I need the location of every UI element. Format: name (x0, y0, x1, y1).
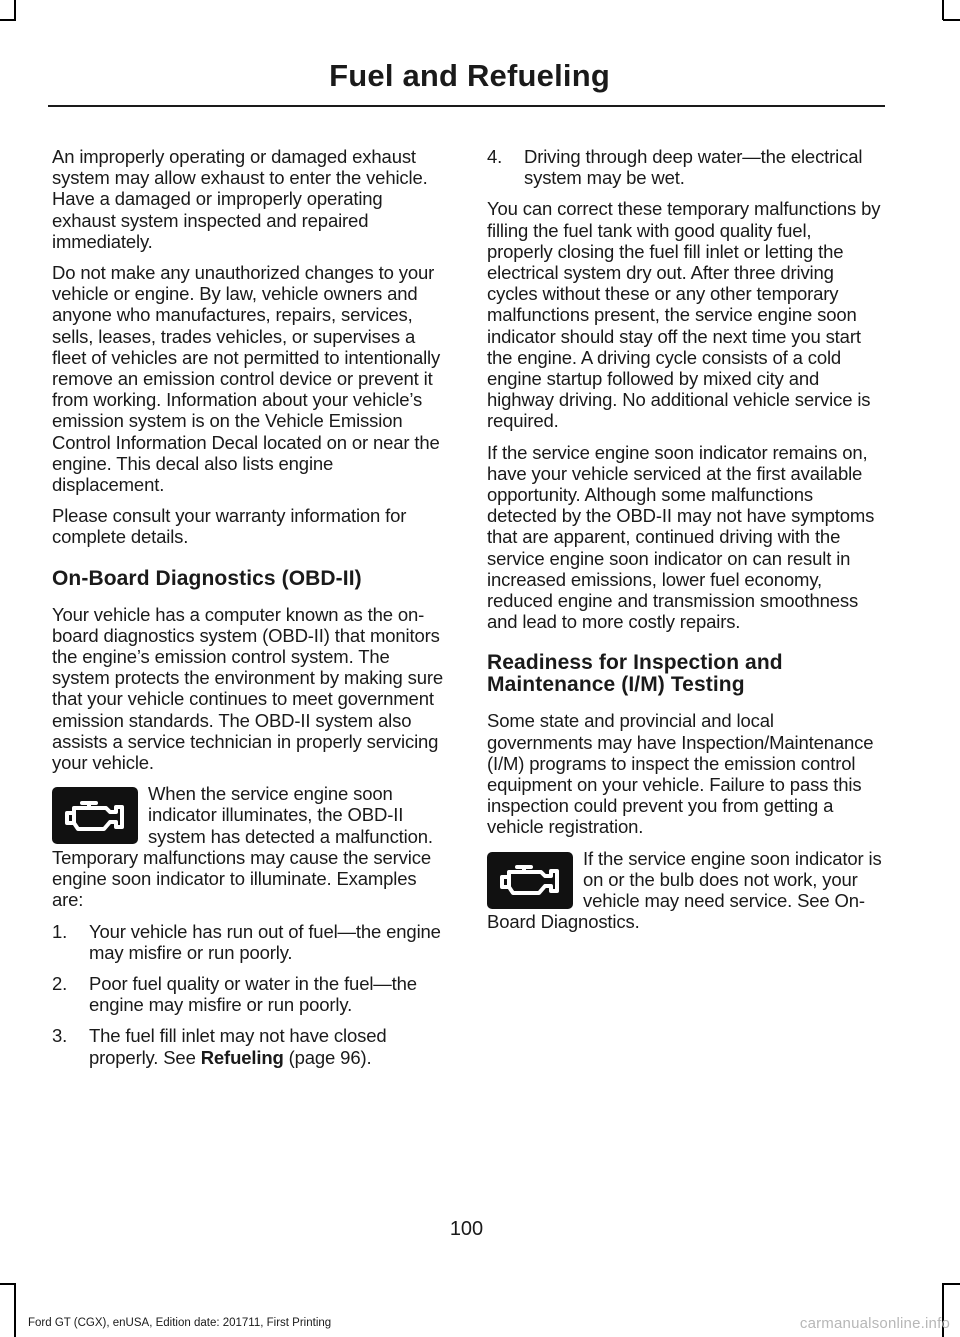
edition-footer: Ford GT (CGX), enUSA, Edition date: 201711, First Printing (28, 1317, 332, 1329)
crop-mark (942, 0, 944, 20)
list-item: 4. Driving through deep water—the electrical system may be wet. (487, 146, 863, 189)
list-item: 1. Your vehicle has run out of fuel—the engine may misfire or run poorly. (52, 920, 441, 963)
page-number: 100 (449, 1218, 484, 1240)
indicator-block (487, 848, 882, 933)
right-column (487, 146, 882, 933)
check-engine-icon (487, 852, 573, 909)
examples-list-continued (487, 146, 882, 188)
section-heading-obd: On-Board Diagnostics (OBD-II) (52, 566, 362, 590)
left-column (52, 146, 449, 1078)
section-heading-readiness: Readiness for Inspection and Maintenance (I/M) Testing (487, 651, 783, 697)
page-title: Fuel and Refueling (329, 58, 610, 93)
paragraph: Do not make any unauthorized changes to your vehicle or engine. By law, vehicle owners and anyone who manufactures, repairs, services, sells, leases, trades vehicles, or supervises a fleet of vehicles are not permitted to intentionally remove an emission control device or prevent it from working. Information about your vehicle’s emission system is on the Vehicle Emission Control Information Decal located on or near the engine. This decal also lists engine displacement. (52, 262, 441, 496)
refueling-link[interactable]: Refueling (200, 1046, 284, 1068)
paragraph: An improperly operating or damaged exhaust system may allow exhaust to enter the vehicle. Have a damaged or improperly operating exhaust system inspected and repaired immediately. (52, 146, 428, 252)
crop-mark (943, 19, 960, 21)
paragraph: If the service engine soon indicator remains on, have your vehicle serviced at the first available opportunity. Although some malfunctions detected by the OBD-II may not have symptoms that are apparent, continued driving with the service engine soon indicator on can result in increased emissions, lower fuel economy, reduced engine and transmission smoothness and lead to more costly repairs. (487, 441, 875, 633)
crop-mark (14, 0, 16, 20)
paragraph: You can correct these temporary malfunctions by filling the fuel tank with good quality fuel, properly closing the fuel fill inlet or letting the electrical system dry out. After three driving cycles without these or any other temporary malfunctions present, the service engine soon indicator should stay off the next time you start the engine. A driving cycle consists of a cold engine startup followed by mixed city and highway driving. No additional vehicle service is required. (487, 198, 881, 432)
list-item: 2. Poor fuel quality or water in the fuel—the engine may misfire or run poorly. (52, 972, 417, 1016)
list-item: 3. The fuel fill inlet may not have closed properly. See Refueling (page 96). (52, 1025, 387, 1068)
check-engine-icon (52, 787, 138, 844)
indicator-block (52, 783, 449, 910)
crop-mark (0, 19, 16, 21)
paragraph: Some state and provincial and local governments may have Inspection/Maintenance (I/M) programs to inspect the emission control equipment on your vehicle. Failure to pass this inspection could prevent you from getting a vehicle registration. (487, 710, 874, 838)
examples-list (52, 921, 449, 1068)
paragraph: If the service engine soon indicator is on or the bulb does not work, your vehicle may need service. See On-Board Diagnostics. (487, 847, 882, 933)
crop-mark (14, 1283, 16, 1337)
crop-mark (0, 1283, 16, 1285)
paragraph: Please consult your warranty information for complete details. (52, 505, 407, 548)
paragraph: Your vehicle has a computer known as the on-board diagnostics system (OBD-II) that monitors the engine’s emission control system. The system protects the environment by making sure that your vehicle continues to meet government emission standards. The OBD-II system also assists a service technician in properly servicing your vehicle. (52, 603, 444, 774)
watermark: carmanualsonline.info (799, 1315, 950, 1332)
header-divider (48, 105, 885, 107)
crop-mark (943, 1283, 960, 1285)
paragraph: When the service engine soon indicator illuminates, the OBD-II system has detected a malfunction. Temporary malfunctions may cause the service engine soon indicator to illuminate. Examples are: (52, 783, 433, 911)
